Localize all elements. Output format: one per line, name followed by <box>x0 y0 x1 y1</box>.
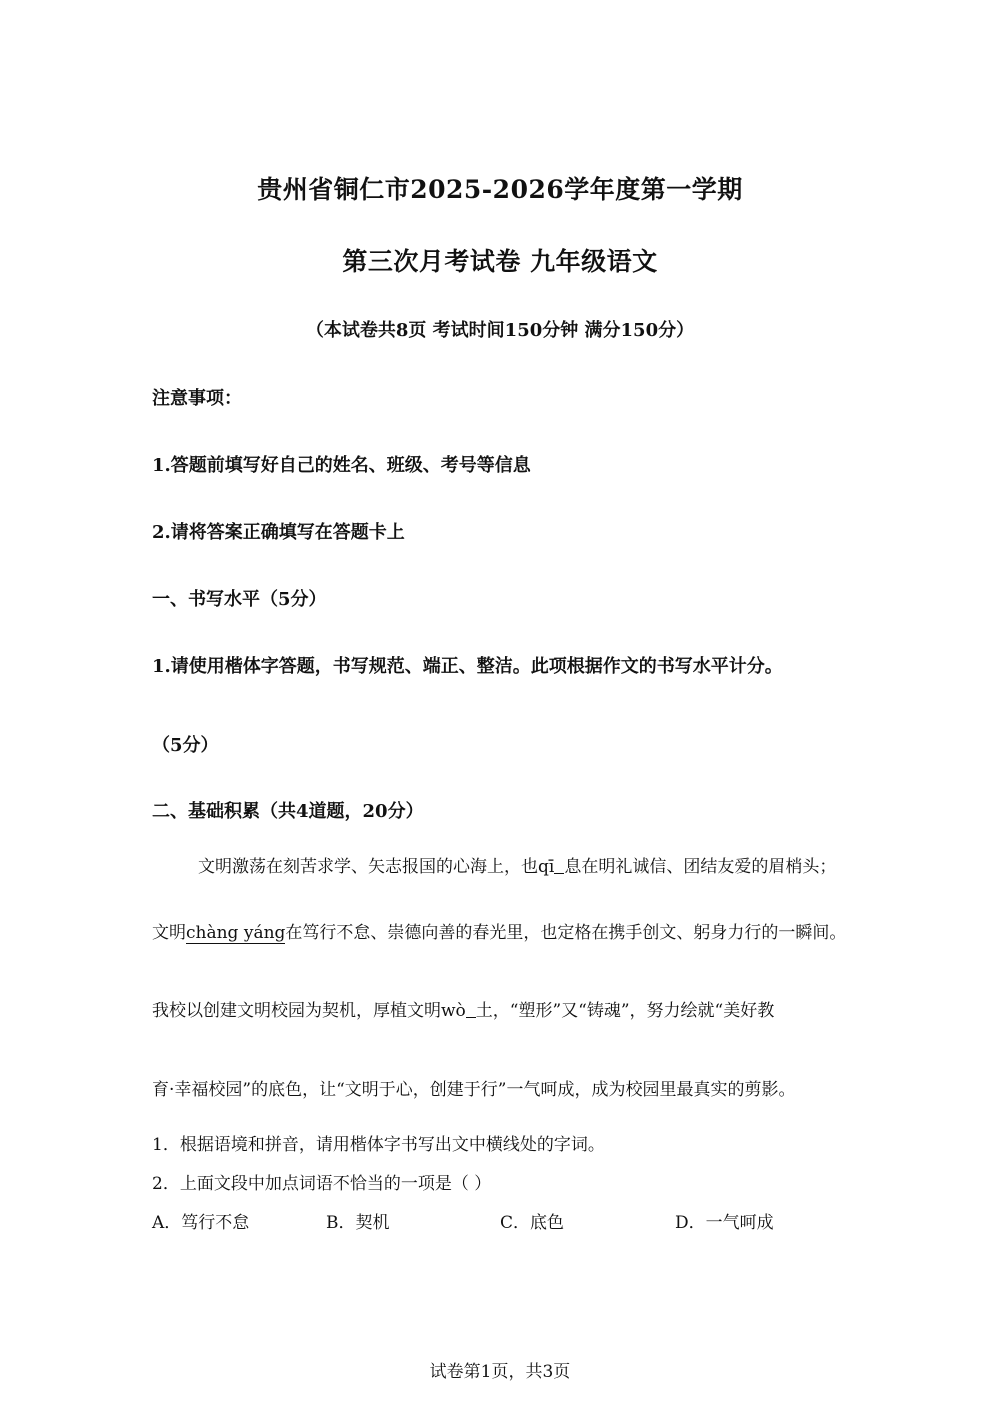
passage-line-2 <box>152 918 1000 943</box>
passage-text: 土，“塑形”又“铸魂”，努力绘就“美好教 <box>475 1001 775 1021</box>
section1-question-1-score: （5分） <box>152 735 219 756</box>
passage-line-3 <box>152 996 1000 1021</box>
passage-text: 文明 <box>152 923 186 943</box>
pinyin-hint: chàng yáng <box>186 923 286 943</box>
page-footer: 试卷第1页，共3页 <box>429 1362 571 1382</box>
option-a: A．笃行不怠 <box>152 1213 250 1233</box>
pinyin-hint: qī <box>538 857 555 877</box>
notes-item-2: 2.请将答案正确填写在答题卡上 <box>152 522 405 543</box>
section1-heading: 一、书写水平（5分） <box>152 589 327 610</box>
exam-info: （本试卷共8页 考试时间150分钟 满分150分） <box>305 320 695 341</box>
option-d: D．一气呵成 <box>675 1213 774 1233</box>
passage-line-1 <box>198 852 1000 877</box>
passage-text: 息在明礼诚信、团结友爱的眉梢头； <box>564 857 837 877</box>
passage-line-4: 育·幸福校园”的底色，让“文明于心，创建于行”一气呵成，成为校园里最真实的剪影。 <box>152 1080 796 1100</box>
section1-question-1: 1.请使用楷体字答题，书写规范、端正、整洁。此项根据作文的书写水平计分。 <box>152 656 783 677</box>
pinyin-hint: wò <box>441 1001 466 1021</box>
section2-question-2: 2．上面文段中加点词语不恰当的一项是（ ） <box>152 1174 492 1194</box>
answer-underline <box>554 859 564 874</box>
exam-title-line1: 贵州省铜仁市2025-2026学年度第一学期 <box>257 175 743 204</box>
option-c: C．底色 <box>500 1213 565 1233</box>
notes-item-1: 1.答题前填写好自己的姓名、班级、考号等信息 <box>152 455 531 476</box>
exam-title-line2: 第三次月考试卷 九年级语文 <box>342 247 658 276</box>
pinyin-blank <box>538 857 564 877</box>
passage-text: 文明激荡在刻苦求学、矢志报国的心海上，也 <box>198 857 538 877</box>
section2-question-1: 1．根据语境和拼音，请用楷体字书写出文中横线处的字词。 <box>152 1135 605 1155</box>
option-b: B．契机 <box>326 1213 390 1233</box>
passage-text: 在笃行不怠、崇德向善的春光里，也定格在携手创文、躬身力行的一瞬间。 <box>285 923 847 943</box>
passage-text: 我校以创建文明校园为契机，厚植文明 <box>152 1001 441 1021</box>
pinyin-blank <box>441 1001 476 1021</box>
answer-underline <box>466 1003 476 1018</box>
notes-heading: 注意事项： <box>152 388 242 409</box>
section2-heading: 二、基础积累（共4道题，20分） <box>152 801 424 822</box>
pinyin-blank <box>186 923 285 944</box>
